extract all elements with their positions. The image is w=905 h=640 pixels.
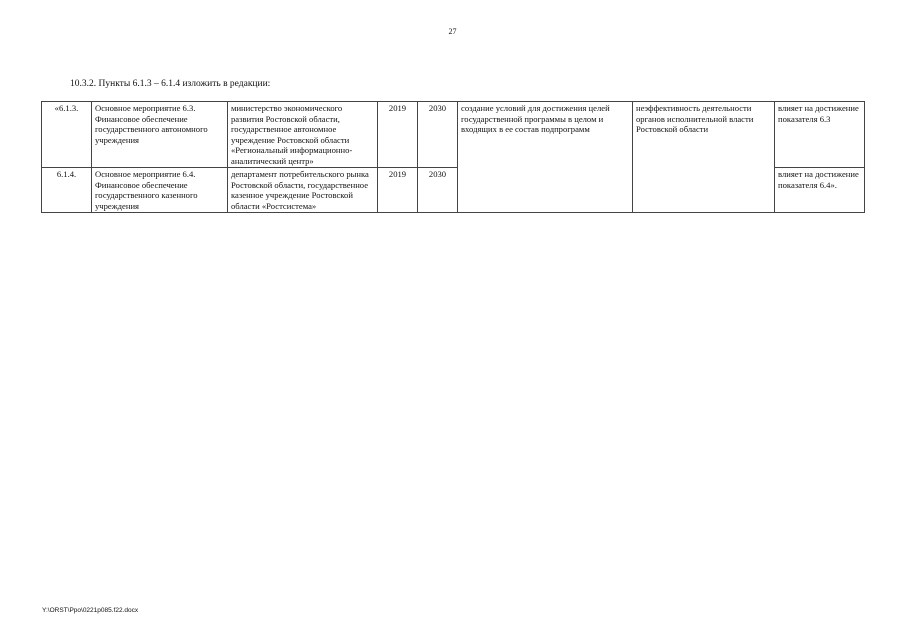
- result-cell: создание условий для достижения целей государственной программы в целом и входящих в ее состав подпрограмм: [458, 102, 633, 213]
- consequence-cell: неэффективность деятельности органов исполнительной власти Ростовской области: [633, 102, 775, 213]
- event-cell: Основное мероприятие 6.4. Финансовое обеспечение государственного казенного учреждения: [92, 168, 228, 213]
- measures-table: [41, 101, 865, 213]
- event-cell: Основное мероприятие 6.3. Финансовое обеспечение государственного автономного учреждения: [92, 102, 228, 168]
- start-year-cell: 2019: [378, 102, 418, 168]
- row-number: «6.1.3.: [42, 102, 92, 168]
- end-year-cell: 2030: [418, 168, 458, 213]
- table-row: [42, 102, 865, 168]
- executor-cell: министерство экономического развития Ростовской области, государственное автономное учреждение Ростовской области «Региональный информационно-аналитический центр»: [228, 102, 378, 168]
- file-path-footer: Y:\ORST\Ppo\0221p085.f22.docx: [42, 607, 139, 614]
- row-number: 6.1.4.: [42, 168, 92, 213]
- page-number: 27: [448, 27, 457, 36]
- link-cell: влияет на достижение показателя 6.3: [775, 102, 865, 168]
- link-cell: влияет на достижение показателя 6.4».: [775, 168, 865, 213]
- intro-paragraph: 10.3.2. Пункты 6.1.3 – 6.1.4 изложить в редакции:: [70, 79, 271, 89]
- end-year-cell: 2030: [418, 102, 458, 168]
- start-year-cell: 2019: [378, 168, 418, 213]
- executor-cell: департамент потребительского рынка Ростовской области, государственное казенное учреждение Ростовской области «Ростсистема»: [228, 168, 378, 213]
